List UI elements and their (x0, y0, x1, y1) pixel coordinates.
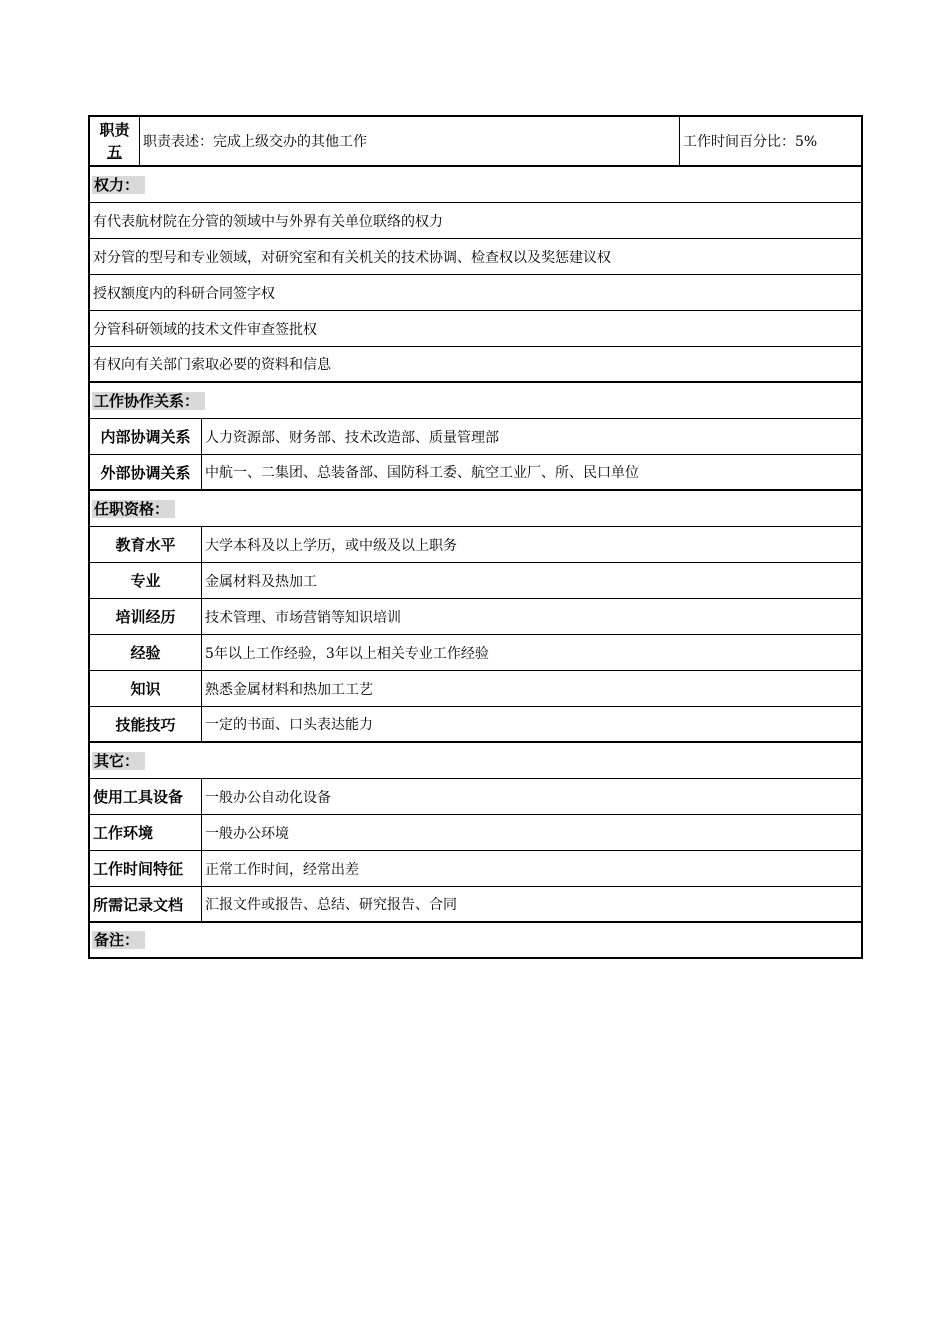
cooperation-value: 中航一、二集团、总装备部、国防科工委、航空工业厂、所、民口单位 (205, 465, 639, 481)
qualification-value: 一定的书面、口头表达能力 (205, 717, 373, 733)
qualification-row (90, 671, 861, 707)
duty-row (90, 117, 861, 167)
qualification-title: 任职资格： (92, 500, 175, 518)
cooperation-value: 人力资源部、财务部、技术改造部、质量管理部 (205, 429, 499, 446)
duty-header-line1: 职责 (99, 121, 130, 139)
authority-item (90, 203, 861, 239)
other-value: 一般办公环境 (205, 825, 289, 842)
authority-item-text: 对分管的型号和专业领域，对研究室和有关机关的技术协调、检查权以及奖惩建议权 (93, 249, 611, 266)
qualification-row (90, 527, 861, 563)
qualification-row (90, 707, 861, 743)
authority-item-text: 分管科研领域的技术文件审查签批权 (93, 321, 317, 338)
other-label: 使用工具设备 (90, 779, 202, 814)
qualification-row (90, 563, 861, 599)
authority-item-text: 授权额度内的科研合同签字权 (93, 285, 275, 302)
other-row (90, 779, 861, 815)
notes-title: 备注： (92, 931, 145, 949)
job-description-table (88, 115, 863, 959)
cooperation-label: 外部协调关系 (90, 455, 202, 489)
duty-description: 职责表述：完成上级交办的其他工作 (140, 117, 680, 165)
qualification-label: 专业 (90, 563, 202, 598)
qualification-label: 知识 (90, 671, 202, 706)
other-value: 一般办公自动化设备 (205, 789, 331, 806)
authority-item (90, 275, 861, 311)
other-value: 正常工作时间，经常出差 (205, 861, 359, 878)
qualification-value: 熟悉金属材料和热加工工艺 (205, 681, 373, 698)
authority-title: 权力： (92, 176, 145, 194)
cooperation-row (90, 419, 861, 455)
qualification-label: 经验 (90, 635, 202, 670)
authority-item-text: 有权向有关部门索取必要的资料和信息 (93, 357, 331, 373)
duty-time-percent: 工作时间百分比：5% (683, 134, 818, 150)
authority-item (90, 311, 861, 347)
other-label: 所需记录文档 (90, 887, 202, 921)
qualification-row (90, 635, 861, 671)
qualification-value: 技术管理、市场营销等知识培训 (205, 609, 401, 626)
cooperation-title-row (90, 383, 861, 419)
qualification-value: 金属材料及热加工 (205, 573, 317, 590)
qualification-value: 大学本科及以上学历，或中级及以上职务 (205, 537, 457, 554)
other-row (90, 887, 861, 923)
other-row (90, 851, 861, 887)
qualification-title-row (90, 491, 861, 527)
authority-item (90, 347, 861, 383)
qualification-value: 5年以上工作经验，3年以上相关专业工作经验 (205, 645, 489, 662)
cooperation-title: 工作协作关系： (92, 392, 205, 410)
qualification-label: 培训经历 (90, 599, 202, 634)
qualification-row (90, 599, 861, 635)
other-label: 工作时间特征 (90, 851, 202, 886)
other-title-row (90, 743, 861, 779)
cooperation-row (90, 455, 861, 491)
other-title: 其它： (92, 752, 145, 770)
notes-title-row (90, 923, 861, 957)
other-label: 工作环境 (90, 815, 202, 850)
duty-header-line2: 五 (106, 143, 122, 161)
qualification-label: 技能技巧 (90, 707, 202, 741)
authority-title-row (90, 167, 861, 203)
other-row (90, 815, 861, 851)
other-value: 汇报文件或报告、总结、研究报告、合同 (205, 897, 457, 913)
qualification-label: 教育水平 (90, 527, 202, 562)
duty-header (90, 117, 140, 165)
authority-item-text: 有代表航材院在分管的领域中与外界有关单位联络的权力 (93, 213, 443, 230)
authority-item (90, 239, 861, 275)
cooperation-label: 内部协调关系 (90, 419, 202, 454)
